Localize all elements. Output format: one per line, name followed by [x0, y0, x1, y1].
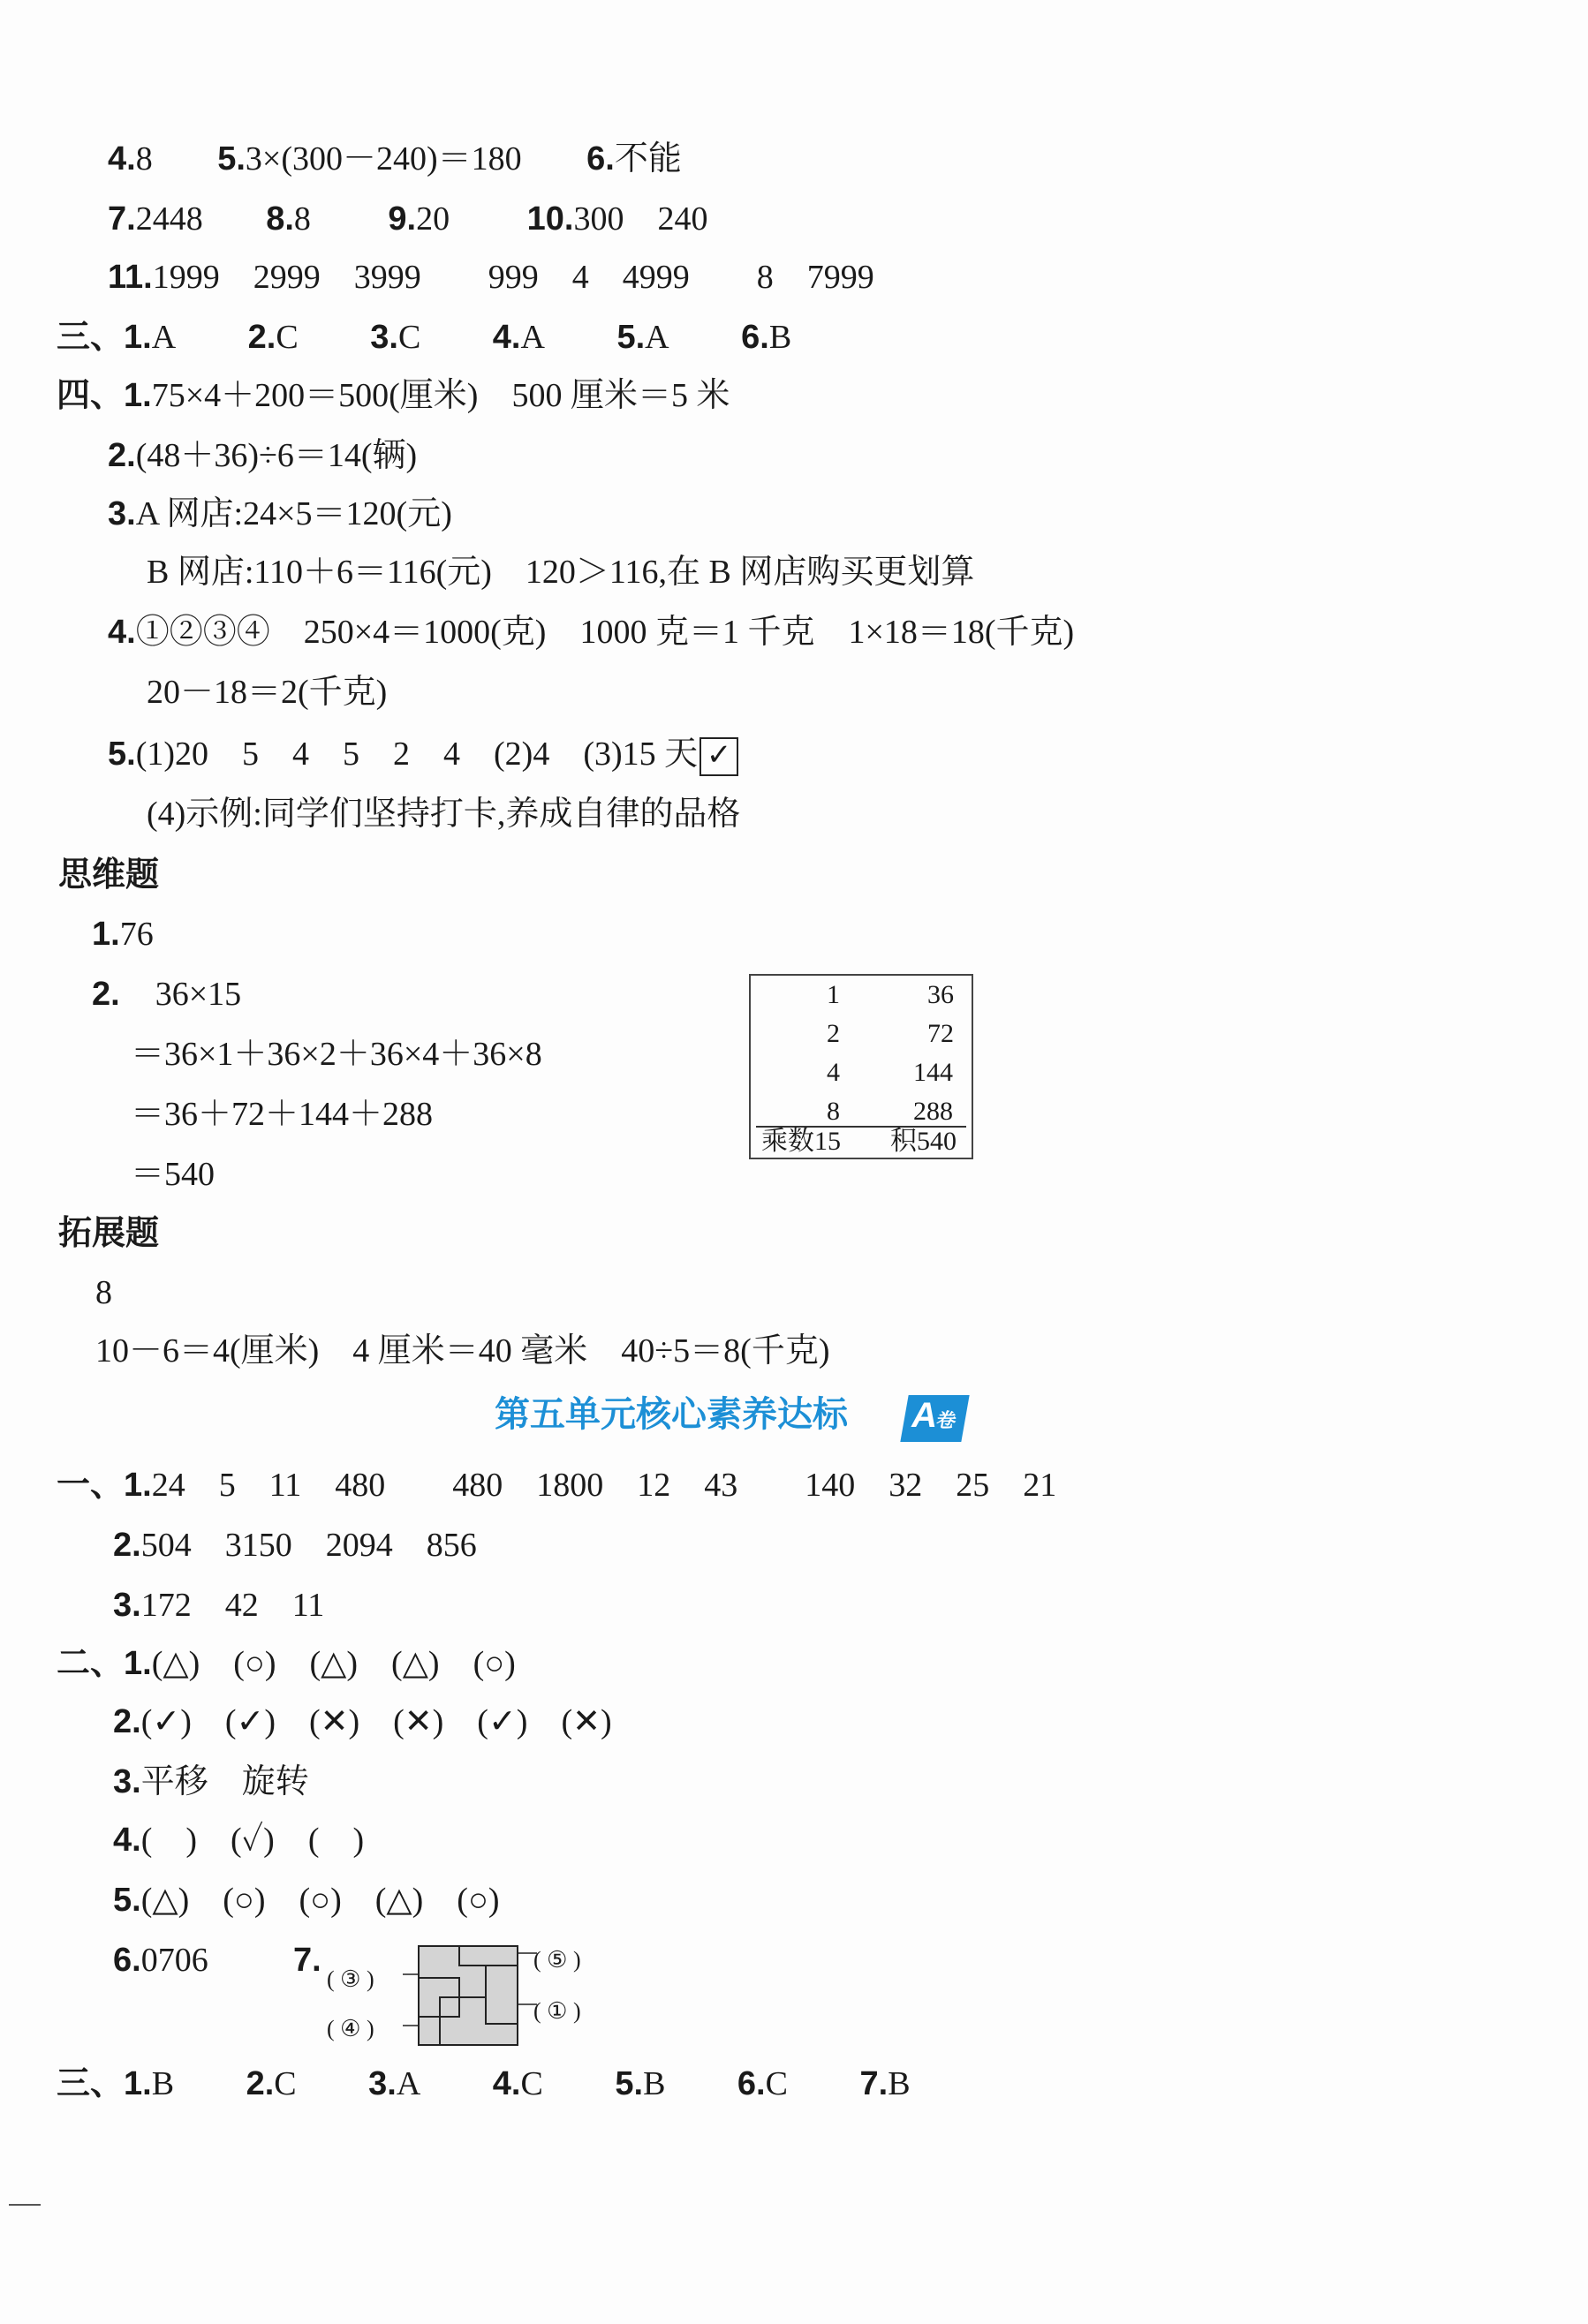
unit5-section-2-q4: 4.( ) (✓) ( ): [113, 1822, 365, 1859]
puzzle-label-5: ( ⑤ ): [533, 1947, 581, 1973]
section-3-answers: 三、1.A 2.C 3.C 4.A 5.A 6.B: [57, 319, 792, 356]
answer-line-11: 11.1999 2999 3999 999 4 4999 8 7999: [108, 259, 874, 296]
extension-answer: 8: [95, 1274, 112, 1311]
unit5-section-3-answers: 三、1.B 2.C 3.A 4.C 5.B 6.C 7.B: [57, 2065, 911, 2102]
section-4-q4: 4.①②③④ 250×4＝1000(克) 1000 克＝1 千克 1×18＝18(千克): [108, 614, 1075, 651]
unit5-section-2-q1: 二、1.(△) (○) (△) (△) (○): [57, 1645, 516, 1682]
answer-line-7-10: 7.2448 8.8 9.20 10.300 240: [108, 200, 708, 238]
thinking-q2: 2. 36×15: [92, 976, 242, 1013]
thinking-q2-step2: ＝36＋72＋144＋288: [131, 1096, 434, 1133]
section-heading-thinking: 思维题: [58, 855, 160, 894]
unit5-section-2-q7-number: 7.: [293, 1942, 321, 1979]
answer-line-4-6: 4.8 5.3×(300－240)＝180 6.不能: [108, 140, 682, 177]
unit5-section-1-q1: 一、1.24 5 11 480 480 1800 12 43 140 32 25 21: [57, 1467, 1057, 1504]
section-4-q5: 5.(1)20 5 4 5 2 4 (2)4 (3)15 天 ✓: [108, 733, 738, 776]
section-4-q3: 3.A 网店:24×5＝120(元): [108, 495, 452, 532]
section-4-q2: 2.(48＋36)÷6＝14(辆): [108, 437, 418, 474]
extension-work: 10－6＝4(厘米) 4 厘米＝40 毫米 40÷5＝8(千克): [95, 1332, 830, 1370]
section-4-q4-cont: 20－18＝2(千克): [147, 674, 388, 711]
page-edge-mark: [9, 2204, 41, 2206]
section-4-q5-cont: (4)示例:同学们坚持打卡,养成自律的品格: [147, 796, 741, 833]
unit5-section-1-q3: 3.172 42 11: [113, 1587, 325, 1624]
thinking-q2-step1: ＝36×1＋36×2＋36×4＋36×8: [131, 1036, 542, 1073]
multiplication-table: 1 36 2 72 4 144 8 288 乘数15 积540: [749, 974, 973, 1159]
unit5-section-1-q2: 2.504 3150 2094 856: [113, 1527, 477, 1564]
thinking-q1: 1.76: [92, 916, 154, 953]
unit-title: 第五单元核心素养达标: [495, 1394, 848, 1435]
check-box-icon: ✓: [699, 737, 738, 776]
puzzle-label-1: ( ① ): [533, 1998, 581, 2024]
unit5-section-2-q5: 5.(△) (○) (○) (△) (○): [113, 1882, 500, 1919]
unit5-section-2-q2: 2.(✓) (✓) (✕) (✕) (✓) (✕): [113, 1703, 612, 1740]
section-4-q3-cont: B 网店:110＋6＝116(元) 120＞116,在 B 网店购买更划算: [147, 554, 975, 591]
puzzle-label-3: ( ③ ): [327, 1966, 374, 1992]
tangram-puzzle-figure: [389, 1943, 548, 2049]
paper-a-badge: A卷: [900, 1395, 969, 1442]
section-heading-extension: 拓展题: [58, 1213, 160, 1252]
unit5-section-2-q6: 6.0706: [113, 1942, 208, 1979]
unit5-section-2-q3: 3.平移 旋转: [113, 1763, 309, 1800]
thinking-q2-step3: ＝540: [131, 1156, 216, 1193]
section-4-q1: 四、1.75×4＋200＝500(厘米) 500 厘米＝5 米: [57, 377, 730, 414]
puzzle-label-4: ( ④ ): [327, 2016, 374, 2041]
